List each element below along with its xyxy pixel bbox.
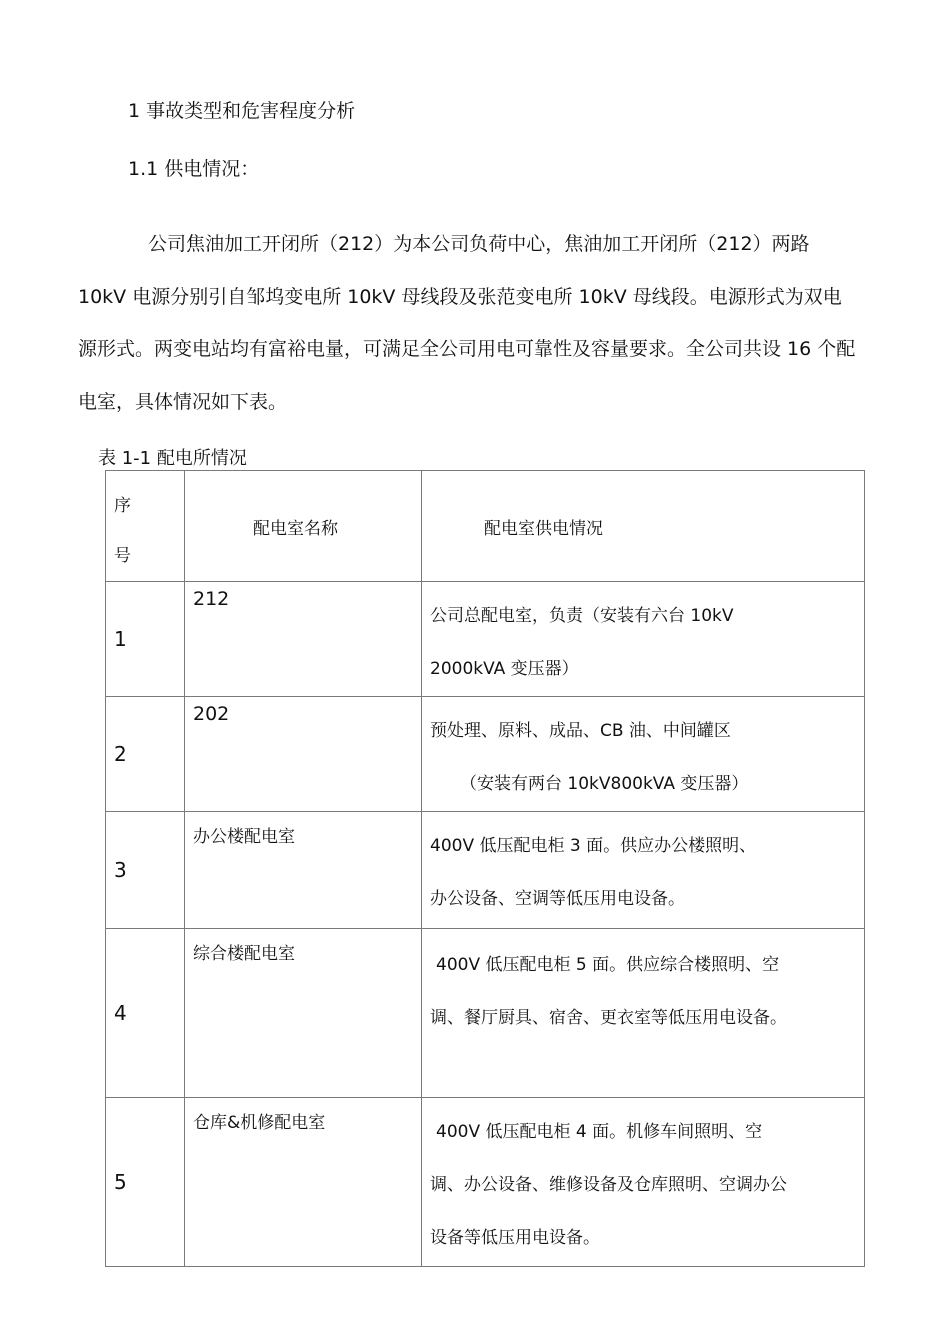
subsection-heading: 1.1 供电情况： [128,158,260,180]
supply-line: 400V 低压配电柜 5 面。供应综合楼照明、空 [436,955,780,975]
row-no: 3 [106,812,185,929]
header-name: 配电室名称 [253,518,338,539]
table-row [106,812,865,929]
supply-line: 调、办公设备、维修设备及仓库照明、空调办公 [430,1175,787,1195]
header-name-cell [185,471,422,582]
section-heading: 1 事故类型和危害程度分析 [128,100,356,122]
header-supply: 配电室供电情况 [484,518,603,539]
row-supply [422,812,865,929]
row-supply [422,1098,865,1267]
distribution-room-table [105,470,865,1267]
row-supply [422,582,865,697]
supply-line: （安装有两台 10kV800kVA 变压器） [460,774,749,794]
row-name: 仓库&机修配电室 [185,1098,422,1267]
table-caption: 表 1-1 配电所情况 [98,448,247,469]
supply-line: 400V 低压配电柜 3 面。供应办公楼照明、 [430,836,757,856]
row-name: 202 [185,697,422,812]
paragraph-line-3: 源形式。两变电站均有富裕电量，可满足全公司用电可靠性及容量要求。全公司共设 16 个配 [78,338,856,360]
supply-line: 设备等低压用电设备。 [430,1228,600,1248]
table-row [106,929,865,1098]
supply-line: 预处理、原料、成品、CB 油、中间罐区 [430,721,731,741]
paragraph-line-4: 电室，具体情况如下表。 [78,391,288,413]
row-name: 212 [185,582,422,697]
header-supply-cell [422,471,865,582]
supply-line: 400V 低压配电柜 4 面。机修车间照明、空 [436,1122,763,1142]
table-row [106,1098,865,1267]
row-name: 办公楼配电室 [185,812,422,929]
row-supply [422,697,865,812]
header-no-line2: 号 [114,546,131,566]
header-no-line1: 序 [114,496,131,516]
supply-line: 2000kVA 变压器） [430,659,579,679]
table-header-row [106,471,865,582]
header-no-cell [106,471,185,582]
row-name: 综合楼配电室 [185,929,422,1098]
supply-line: 办公设备、空调等低压用电设备。 [430,889,685,909]
table-row [106,582,865,697]
row-no: 4 [106,929,185,1098]
table-row [106,697,865,812]
row-no: 1 [106,582,185,697]
paragraph-line-2: 10kV 电源分别引自邹坞变电所 10kV 母线段及张范变电所 10kV 母线段。电源形式为双电 [78,286,842,308]
paragraph-line-1: 公司焦油加工开闭所（212）为本公司负荷中心，焦油加工开闭所（212）两路 [148,233,810,255]
row-supply [422,929,865,1098]
row-no: 2 [106,697,185,812]
supply-line: 调、餐厅厨具、宿舍、更衣室等低压用电设备。 [430,1008,787,1028]
row-no: 5 [106,1098,185,1267]
supply-line: 公司总配电室，负责（安装有六台 10kV [430,606,734,626]
